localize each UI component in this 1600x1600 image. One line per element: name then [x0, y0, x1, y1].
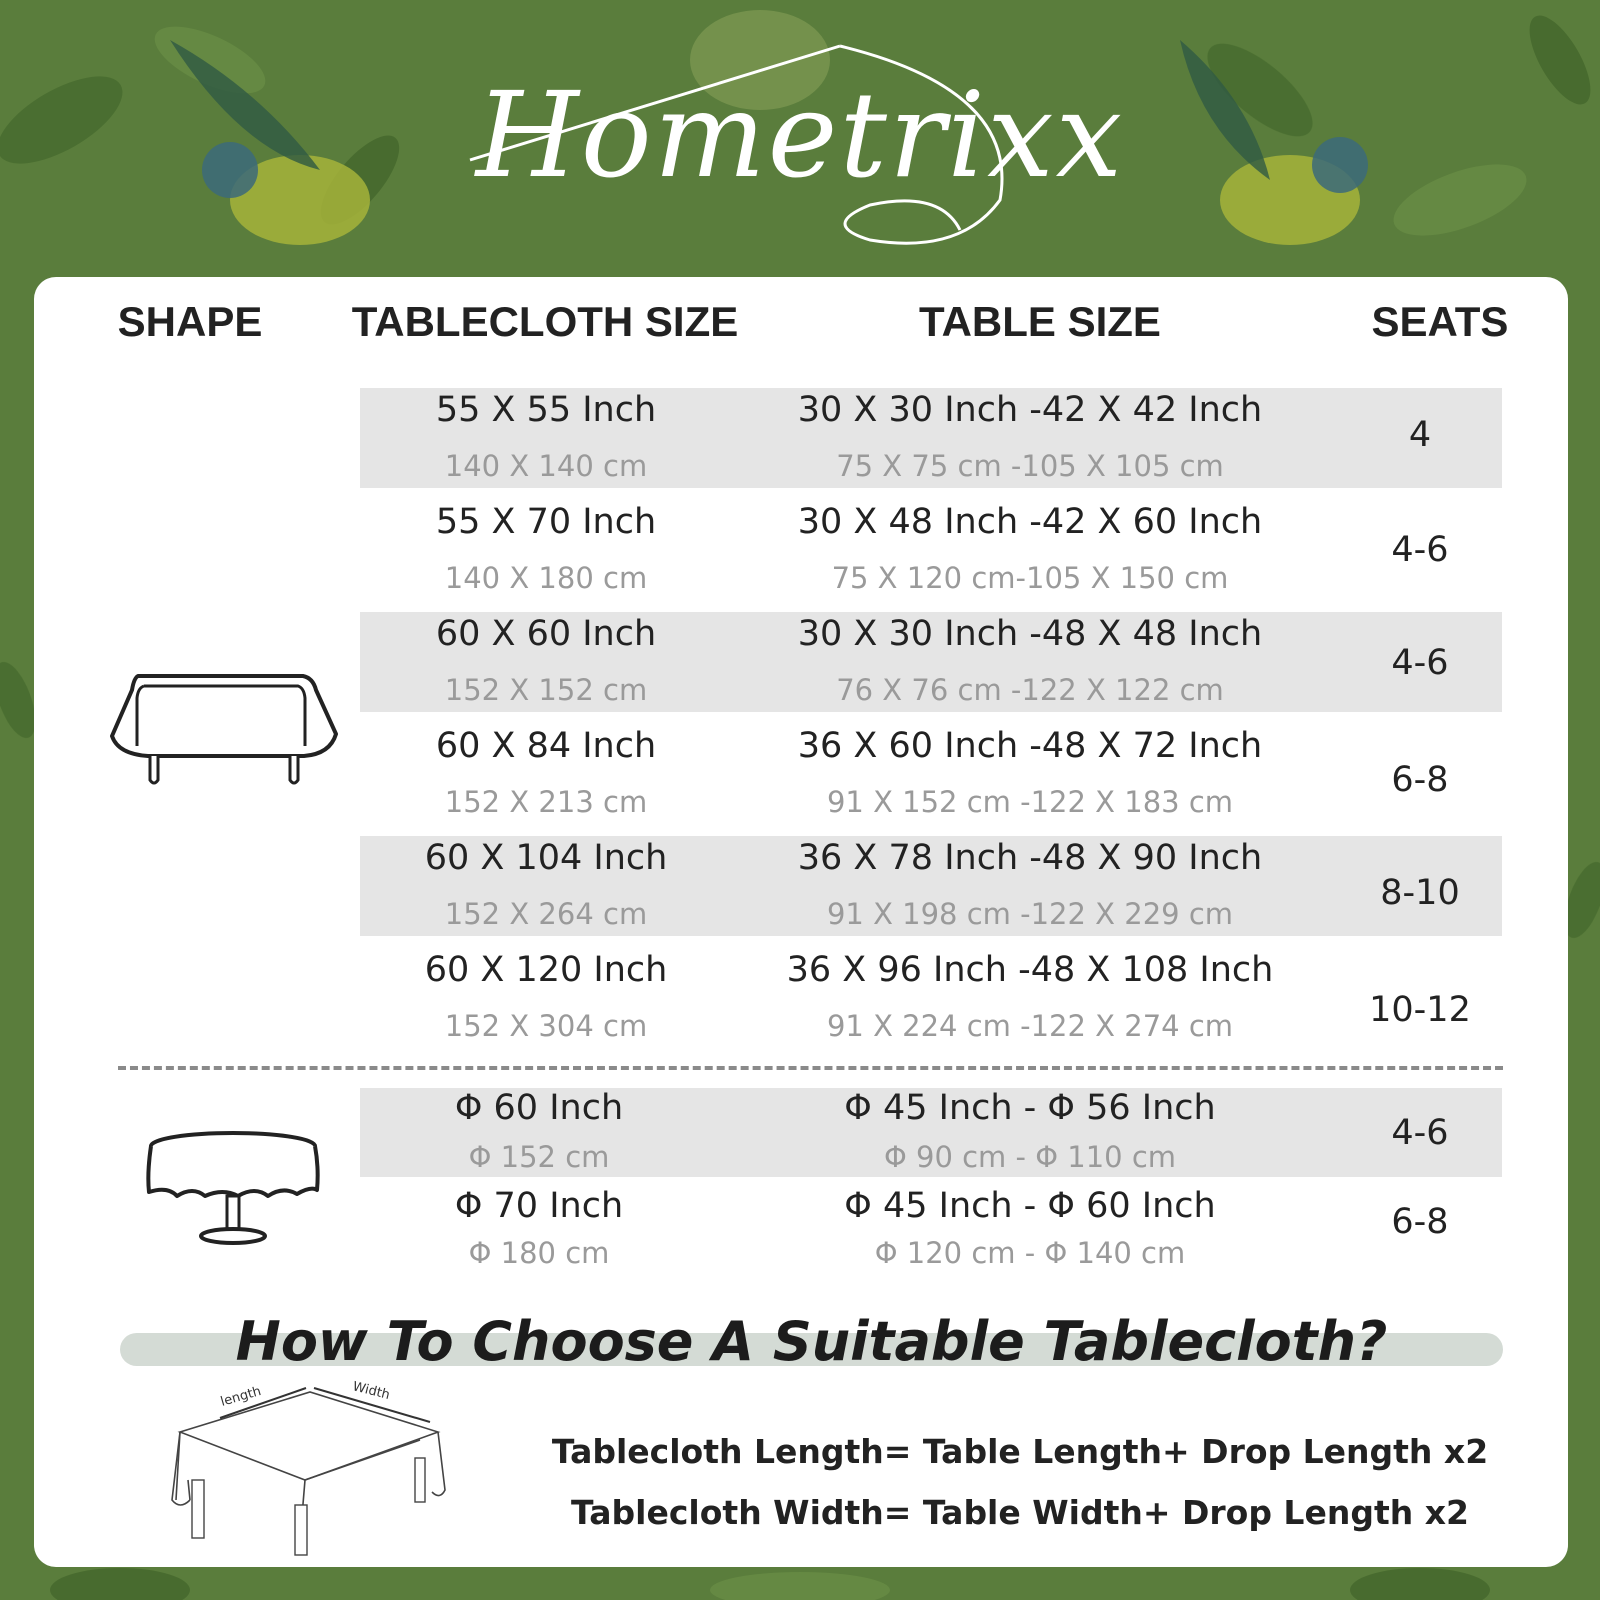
table-inch: Φ 45 Inch - Φ 56 Inch — [844, 1088, 1216, 1128]
header-table-size: TABLE SIZE — [919, 298, 1161, 345]
cloth-cm: 140 X 180 cm — [444, 561, 648, 595]
table-row — [360, 612, 1502, 712]
table-inch: 30 X 30 Inch -48 X 48 Inch — [797, 614, 1263, 654]
table-inch: 30 X 30 Inch -42 X 42 Inch — [797, 390, 1263, 430]
seats-value: 4 — [1408, 415, 1432, 455]
table-inch: 36 X 96 Inch -48 X 108 Inch — [786, 950, 1274, 990]
cloth-inch: Φ 70 Inch — [454, 1186, 624, 1226]
bird-left-icon — [170, 40, 370, 245]
cloth-inch: 60 X 104 Inch — [424, 838, 668, 878]
cloth-cm: 152 X 264 cm — [444, 897, 648, 931]
table-inch: Φ 45 Inch - Φ 60 Inch — [844, 1186, 1216, 1226]
table-row — [360, 388, 1502, 488]
formula-length: Tablecloth Length= Table Length+ Drop Length x2 — [551, 1432, 1489, 1471]
rectangle-tablecloth-icon — [108, 668, 338, 792]
cloth-inch: Φ 60 Inch — [454, 1088, 624, 1128]
cloth-cm: Φ 180 cm — [468, 1236, 610, 1270]
table-row — [360, 836, 1502, 936]
header-tablecloth-size: TABLECLOTH SIZE — [351, 298, 739, 345]
table-inch: 30 X 48 Inch -42 X 60 Inch — [797, 502, 1263, 542]
brand-name: Hometrixx — [475, 66, 1125, 204]
table-row — [360, 948, 1502, 1048]
diagram-length-label: length — [218, 1384, 263, 1410]
cloth-cm: 152 X 304 cm — [444, 1009, 648, 1043]
header-seats: SEATS — [1371, 298, 1509, 345]
header-shape: SHAPE — [117, 298, 263, 345]
seats-value: 8-10 — [1380, 873, 1460, 913]
round-tablecloth-icon — [143, 1128, 323, 1250]
table-cm: Φ 120 cm - Φ 140 cm — [874, 1236, 1186, 1270]
table-row — [360, 500, 1502, 600]
seats-value: 4-6 — [1391, 1113, 1449, 1153]
table-inch: 36 X 78 Inch -48 X 90 Inch — [797, 838, 1263, 878]
table-row — [360, 1088, 1502, 1177]
cloth-inch: 60 X 84 Inch — [435, 726, 657, 766]
table-cm: 91 X 224 cm -122 X 274 cm — [826, 1009, 1234, 1043]
cloth-inch: 55 X 55 Inch — [435, 390, 657, 430]
cloth-cm: 152 X 213 cm — [444, 785, 648, 819]
seats-value: 10-12 — [1369, 990, 1471, 1030]
formula-width: Tablecloth Width= Table Width+ Drop Length x2 — [571, 1493, 1469, 1532]
cloth-cm: 152 X 152 cm — [444, 673, 648, 707]
guide-title: How To Choose A Suitable Tablecloth? — [235, 1310, 1388, 1373]
table-cm: 91 X 152 cm -122 X 183 cm — [826, 785, 1234, 819]
cloth-cm: Φ 152 cm — [468, 1140, 610, 1174]
table-row — [360, 724, 1502, 824]
table-inch: 36 X 60 Inch -48 X 72 Inch — [797, 726, 1263, 766]
cloth-cm: 140 X 140 cm — [444, 449, 648, 483]
seats-value: 4-6 — [1391, 643, 1449, 683]
section-divider — [118, 1066, 1503, 1070]
brand-logo — [400, 30, 1200, 260]
table-cm: 76 X 76 cm -122 X 122 cm — [836, 673, 1224, 707]
cloth-inch: 55 X 70 Inch — [435, 502, 657, 542]
diagram-width-label: Width — [351, 1380, 392, 1404]
table-cm: Φ 90 cm - Φ 110 cm — [883, 1140, 1177, 1174]
table-cm: 75 X 75 cm -105 X 105 cm — [836, 449, 1224, 483]
seats-value: 6-8 — [1391, 760, 1449, 800]
seats-value: 4-6 — [1391, 530, 1449, 570]
table-cm: 75 X 120 cm-105 X 150 cm — [831, 561, 1229, 595]
table-row — [360, 1186, 1502, 1275]
table-dimension-diagram — [160, 1380, 460, 1564]
cloth-inch: 60 X 60 Inch — [435, 614, 657, 654]
seats-value: 6-8 — [1391, 1202, 1449, 1242]
cloth-inch: 60 X 120 Inch — [424, 950, 668, 990]
table-cm: 91 X 198 cm -122 X 229 cm — [826, 897, 1234, 931]
